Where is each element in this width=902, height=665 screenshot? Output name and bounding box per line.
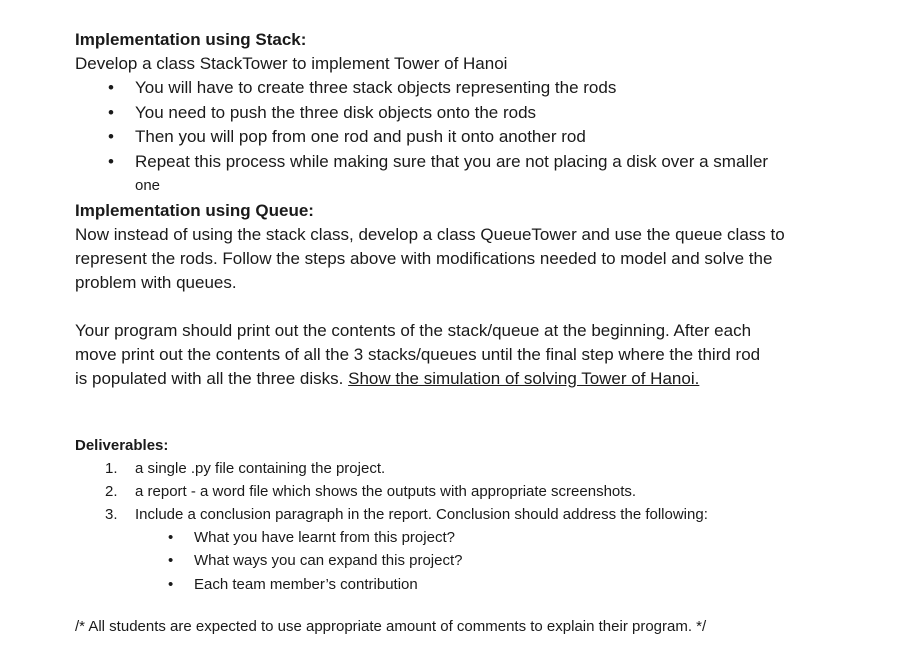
list-item: 3. Include a conclusion paragraph in the report. Conclusion should address the following:: [75, 503, 865, 526]
list-item: • You need to push the three disk objects onto the rods: [75, 101, 865, 126]
bullet-icon: •: [108, 127, 114, 146]
deliverables-heading: Deliverables:: [75, 436, 169, 454]
list-item: 2. a report - a word file which shows the outputs with appropriate screenshots.: [75, 480, 865, 503]
simulation-underlined-text: Show the simulation of solving Tower of Hanoi.: [348, 368, 700, 388]
bullet-icon: •: [168, 528, 174, 546]
program-line-1: Your program should print out the contents of the stack/queue at the beginning. After each: [75, 320, 752, 340]
queue-line-2: represent the rods. Follow the steps above with modifications needed to model and solve the: [75, 248, 773, 268]
item-number: 1.: [105, 459, 118, 477]
list-item: • What you have learnt from this project?: [75, 526, 865, 550]
item-number: 3.: [105, 505, 118, 523]
program-line-3: is populated with all the three disks. Show the simulation of solving Tower of Hanoi.: [75, 368, 700, 388]
document-body: [75, 28, 865, 653]
bullet-icon: •: [108, 151, 114, 171]
stack-intro: Develop a class StackTower to implement Tower of Hanoi: [75, 54, 508, 73]
list-item: • Repeat this process while making sure that you are not placing a disk over a smaller one: [75, 150, 865, 199]
queue-heading: Implementation using Queue:: [75, 200, 314, 220]
bullet-icon: •: [168, 552, 174, 569]
queue-line-1: Now instead of using the stack class, develop a class QueueTower and use the queue class to: [75, 224, 785, 244]
queue-line-3: problem with queues.: [75, 272, 237, 292]
stack-bullet-list: [75, 76, 865, 199]
stack-heading: Implementation using Stack:: [75, 30, 307, 49]
deliverables-list: [75, 457, 865, 526]
item-number: 2.: [105, 482, 118, 500]
bullet-icon: •: [108, 78, 114, 97]
list-item: 1. a single .py file containing the project.: [75, 457, 865, 480]
conclusion-sub-list: [75, 526, 865, 597]
list-item: • You will have to create three stack objects representing the rods: [75, 76, 865, 101]
list-item: • What ways you can expand this project?: [75, 549, 865, 573]
list-item: • Then you will pop from one rod and push it onto another rod: [75, 125, 865, 150]
list-item: • Each team member’s contribution: [75, 573, 865, 597]
bullet-icon: •: [108, 102, 114, 122]
bullet-icon: •: [168, 575, 174, 593]
program-line-2: move print out the contents of all the 3 stacks/queues until the final step where the third rod: [75, 344, 761, 364]
bullet-continuation: one: [135, 177, 161, 194]
footer-note: /* All students are expected to use appropriate amount of comments to explain their program. */: [75, 618, 707, 635]
